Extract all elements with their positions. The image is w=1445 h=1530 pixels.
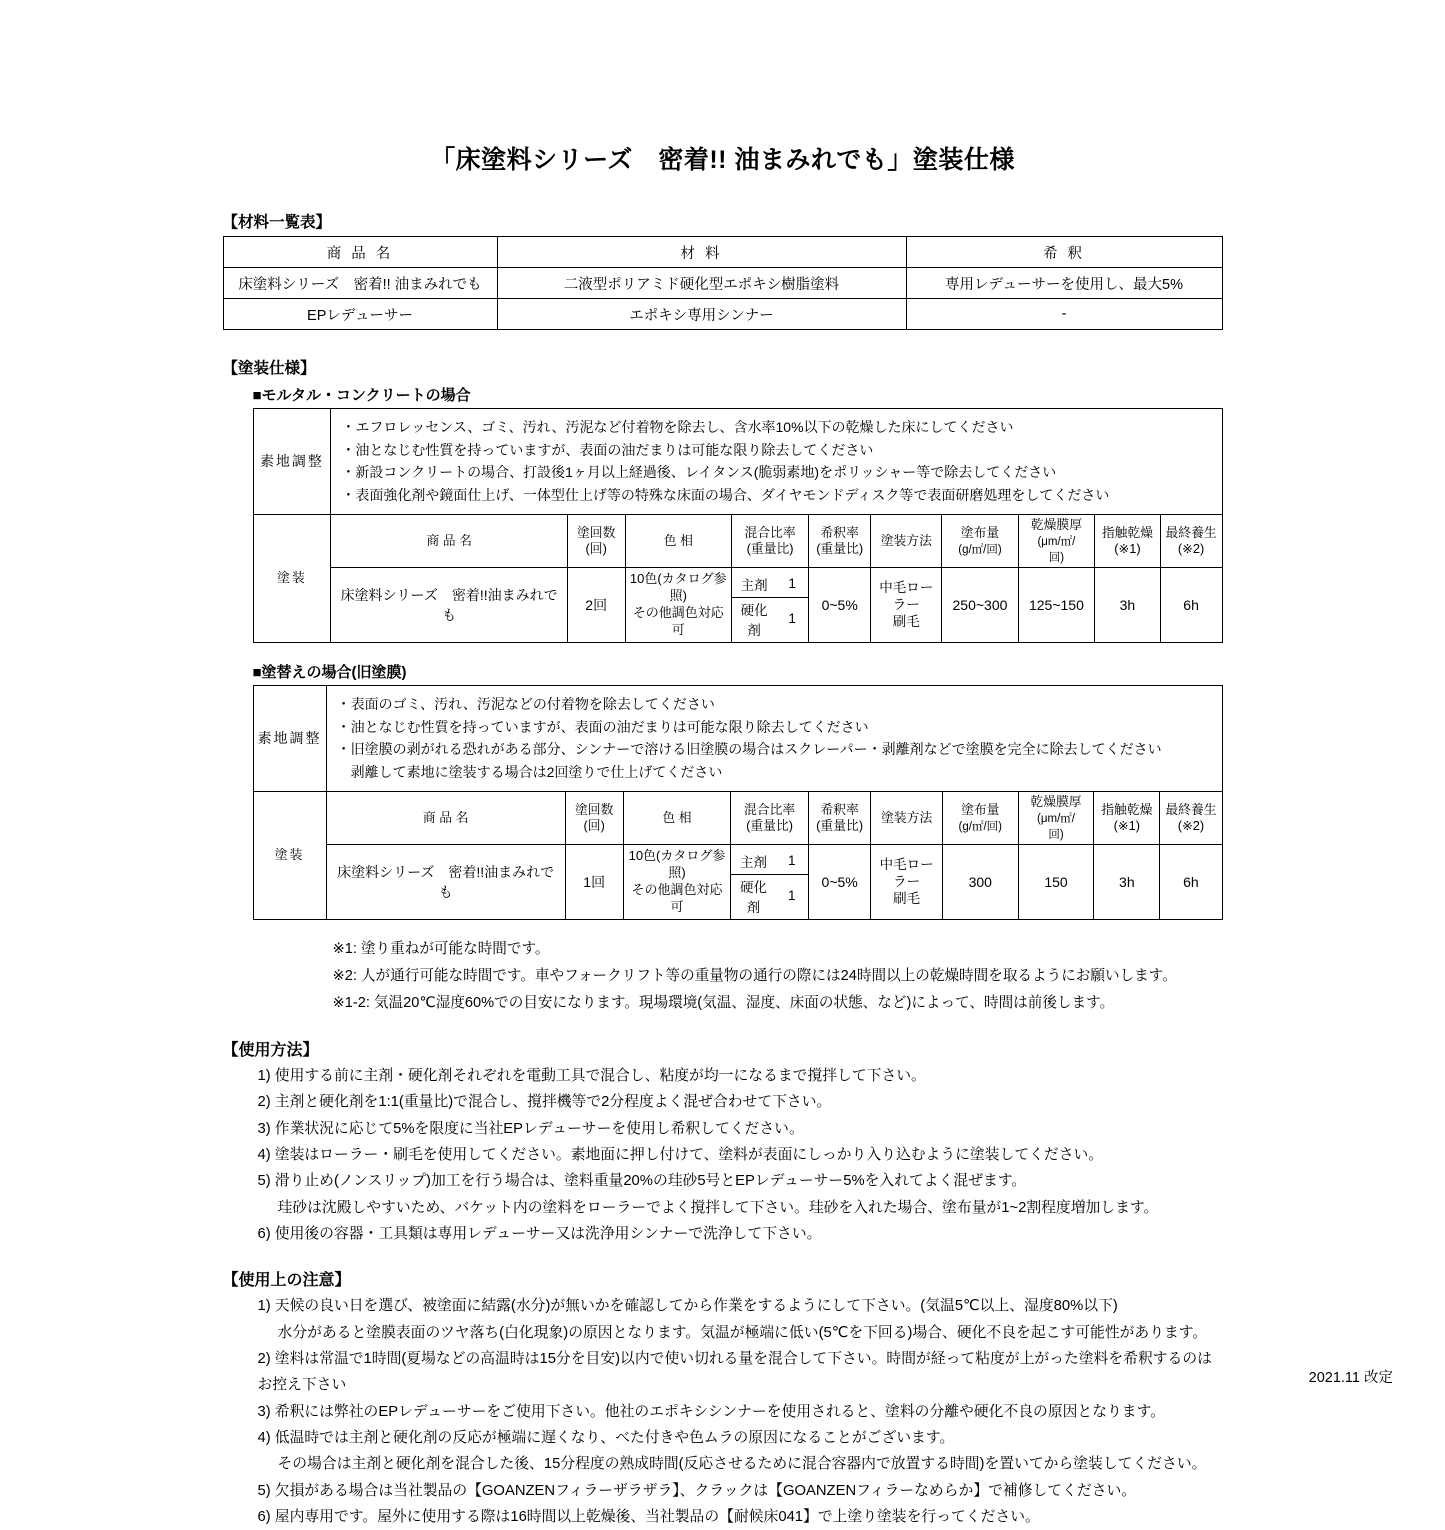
cell-thinning: - xyxy=(906,299,1222,330)
spec-heading: 【塗装仕様】 xyxy=(222,360,316,377)
prep-row xyxy=(253,409,1222,515)
paint-data-row xyxy=(253,568,1222,643)
document-content xyxy=(223,210,1223,1530)
spec-footnotes xyxy=(333,936,1223,1017)
spec-subheading-repaint: ■塗替えの場合(旧塗膜) xyxy=(252,663,407,681)
color-line-1: 10色(カタログ参照) xyxy=(628,848,726,881)
cell-touch-dry: 3h xyxy=(1094,845,1160,920)
prep-content xyxy=(326,685,1222,791)
prep-label: 素地調整 xyxy=(253,409,331,515)
method-line-1: 中毛ロー xyxy=(879,579,934,595)
list-item: 5) 滑り止め(ノンスリップ)加工を行う場合は、塗料重量20%の珪砂5号とEPレデューサー5%を入れてよく混ぜます。 xyxy=(257,1173,1027,1190)
cell-thinner: 0~5% xyxy=(809,568,871,643)
col-product: 商 品 名 xyxy=(331,514,567,568)
col-product: 商 品 名 xyxy=(326,791,565,845)
prep-line: ・表面のゴミ、汚れ、汚泥などの付着物を除去してください xyxy=(336,695,715,712)
method-line-1: 中毛ロー xyxy=(879,856,934,872)
mix-base-label: 主剤 xyxy=(732,571,776,598)
cell-product: EPレデューサー xyxy=(223,299,497,330)
list-item: 6) 屋内専用です。屋外に使用する際は16時間以上乾燥後、当社製品の【耐候床041】で上塗り塗装を行ってください。 xyxy=(257,1508,1040,1525)
page-title: 「床塗料シリーズ 密着!! 油まみれでも」塗装仕様 xyxy=(430,146,1015,174)
cell-film: 125~150 xyxy=(1018,568,1094,643)
mix-base-label: 主剤 xyxy=(731,848,775,875)
col-film: 乾燥膜厚 (μm/㎡/ 回) xyxy=(1018,514,1094,568)
list-item: 3) 作業状況に応じて5%を限度に当社EPレデューサーを使用し希釈してください。 xyxy=(257,1120,804,1137)
col-product: 商 品 名 xyxy=(223,237,497,268)
usage-list xyxy=(223,1063,1223,1247)
color-line-2: その他調色対応可 xyxy=(631,882,723,915)
spec-table-mortar xyxy=(253,408,1223,643)
usage-heading: 【使用方法】 xyxy=(222,1041,319,1059)
cell-color xyxy=(625,568,732,643)
paint-header-row xyxy=(253,514,1222,568)
col-color: 色 相 xyxy=(625,514,732,568)
col-thinning: 希 釈 xyxy=(906,237,1222,268)
col-color: 色 相 xyxy=(623,791,731,845)
usage-block xyxy=(223,1037,1223,1247)
caution-list xyxy=(223,1293,1223,1530)
prep-line: ・旧塗膜の剥がれる恐れがある部分、シンナーで溶ける旧塗膜の場合はスクレーパー・剥離剤などで塗膜を完全に除去してください xyxy=(336,741,1162,758)
materials-heading: 【材料一覧表】 xyxy=(222,214,332,231)
cell-material: エポキシ専用シンナー xyxy=(497,299,906,330)
caution-block xyxy=(223,1267,1223,1530)
paint-label: 塗装 xyxy=(253,514,331,642)
cell-mix xyxy=(732,568,809,643)
prep-line: ・表面強化剤や鏡面仕上げ、一体型仕上げ等の特殊な床面の場合、ダイヤモンドディスク等で表面研磨処理をしてください xyxy=(341,487,1110,504)
color-line-2: その他調色対応可 xyxy=(632,605,724,638)
materials-table xyxy=(223,236,1223,330)
prep-line: ・エフロレッセンス、ゴミ、汚れ、汚泥など付着物を除去し、含水率10%以下の乾燥した床にしてください xyxy=(341,419,1014,435)
cell-touch-dry: 3h xyxy=(1095,568,1161,643)
cell-color xyxy=(623,845,731,920)
table-row xyxy=(223,268,1222,299)
cell-method xyxy=(871,568,942,643)
cell-material: 二液型ポリアミド硬化型エポキシ樹脂塗料 xyxy=(497,268,906,299)
col-coats: 塗回数 (回) xyxy=(567,514,625,568)
list-item-sub: その場合は主剤と硬化剤を混合した後、15分程度の熟成時間(反応させるために混合容器内で放置する時間)を置いてから塗装してください。 xyxy=(277,1456,1207,1473)
table-row xyxy=(223,299,1222,330)
cell-thinner: 0~5% xyxy=(808,845,870,920)
method-line-3: 刷毛 xyxy=(893,890,921,906)
col-final-cure: 最終養生 (※2) xyxy=(1160,514,1222,568)
revision-date: 2021.11 改定 xyxy=(1308,1370,1393,1386)
footnote-2: ※2: 人が通行可能な時間です。車やフォークリフト等の重量物の通行の際には24時間以上の乾燥時間を取るようにお願いします。 xyxy=(332,967,1177,984)
method-line-3: 刷毛 xyxy=(892,613,920,629)
caution-heading: 【使用上の注意】 xyxy=(222,1272,351,1290)
cell-product: 床塗料シリーズ 密着!!油まみれでも xyxy=(331,568,567,643)
list-item: 1) 天候の良い日を選び、被塗面に結露(水分)が無いかを確認してから作業をするようにして下さい。(気温5℃以上、湿度80%以下) xyxy=(257,1298,1118,1315)
cell-coats: 1回 xyxy=(565,845,623,920)
col-mix: 混合比率 (重量比) xyxy=(732,514,809,568)
list-item: 5) 欠損がある場合は当社製品の【GOANZENフィラーザラザラ】、クラックは【GOANZENフィラーなめらか】で補修してください。 xyxy=(257,1482,1137,1499)
col-spread: 塗布量 (g/㎡/回) xyxy=(942,514,1018,568)
prep-line: ・油となじむ性質を持っていますが、表面の油だまりは可能な限り除去してください xyxy=(336,718,869,735)
mix-hardener-value: 1 xyxy=(788,888,796,904)
color-line-1: 10色(カタログ参照) xyxy=(629,571,727,604)
col-thinner: 希釈率 (重量比) xyxy=(808,791,870,845)
col-method: 塗装方法 xyxy=(871,791,943,845)
spec-table-repaint xyxy=(253,685,1223,920)
cell-method xyxy=(871,845,943,920)
mix-hardener-label: 硬化剤 xyxy=(740,879,767,915)
footnote-3: ※1-2: 気温20℃湿度60%での目安になります。現場環境(気温、湿度、床面の状態、など)によって、時間は前後します。 xyxy=(332,994,1115,1011)
cell-final-cure: 6h xyxy=(1160,845,1222,920)
method-line-2: ラー xyxy=(893,873,921,889)
cell-spread: 250~300 xyxy=(942,568,1018,643)
cell-mix xyxy=(731,845,809,920)
col-final-cure: 最終養生 (※2) xyxy=(1160,791,1222,845)
col-method: 塗装方法 xyxy=(871,514,942,568)
col-film: 乾燥膜厚 (μm/㎡/ 回) xyxy=(1018,791,1094,845)
mix-hardener-label: 硬化剤 xyxy=(740,602,768,638)
list-item: 4) 低温時では主剤と硬化剤の反応が極端に遅くなり、べた付きや色ムラの原因になることがございます。 xyxy=(257,1429,955,1446)
paint-data-row xyxy=(253,845,1222,920)
list-item-sub: 珪砂は沈殿しやすいため、バケット内の塗料をローラーでよく撹拌して下さい。珪砂を入れた場合、塗布量が1~2割程度増加します。 xyxy=(277,1199,1159,1216)
col-material: 材 料 xyxy=(497,237,906,268)
prep-row xyxy=(253,685,1222,791)
paint-label: 塗装 xyxy=(253,791,326,919)
col-thinner: 希釈率 (重量比) xyxy=(809,514,871,568)
list-item: 3) 希釈には弊社のEPレデューサーをご使用下さい。他社のエポキシシンナーを使用されると、塗料の分離や硬化不良の原因となります。 xyxy=(257,1403,1166,1420)
cell-final-cure: 6h xyxy=(1160,568,1222,643)
cell-film: 150 xyxy=(1018,845,1094,920)
list-item: 2) 主剤と硬化剤を1:1(重量比)で混合し、撹拌機等で2分程度よく混ぜ合わせて下さい。 xyxy=(257,1094,832,1111)
cell-spread: 300 xyxy=(942,845,1018,920)
method-line-2: ラー xyxy=(892,596,920,612)
list-item: 1) 使用する前に主剤・硬化剤それぞれを電動工具で混合し、粘度が均一になるまで撹拌して下さい。 xyxy=(257,1067,926,1084)
prep-content xyxy=(331,409,1222,515)
cell-coats: 2回 xyxy=(567,568,625,643)
col-spread: 塗布量 (g/㎡/回) xyxy=(942,791,1018,845)
col-touch-dry: 指触乾燥 (※1) xyxy=(1094,791,1160,845)
list-item: 6) 使用後の容器・工具類は専用レデューサー又は洗浄用シンナーで洗浄して下さい。 xyxy=(257,1225,822,1242)
mix-hardener-value: 1 xyxy=(788,611,796,627)
prep-line: ・新設コンクリートの場合、打設後1ヶ月以上経過後、レイタンス(脆弱素地)をポリッシャー等で除去してください xyxy=(341,464,1057,481)
prep-line: 剥離して素地に塗装する場合は2回塗りで仕上げてください xyxy=(336,764,723,780)
col-coats: 塗回数 (回) xyxy=(565,791,623,845)
prep-label: 素地調整 xyxy=(253,685,326,791)
prep-line: ・油となじむ性質を持っていますが、表面の油だまりは可能な限り除去してください xyxy=(341,441,874,458)
paint-header-row xyxy=(253,791,1222,845)
cell-thinning: 専用レデューサーを使用し、最大5% xyxy=(906,268,1222,299)
col-mix: 混合比率 (重量比) xyxy=(731,791,809,845)
mix-base-value: 1 xyxy=(776,848,808,875)
footnote-1: ※1: 塗り重ねが可能な時間です。 xyxy=(332,940,550,957)
cell-product: 床塗料シリーズ 密着!! 油まみれでも xyxy=(223,268,497,299)
spec-subheading-mortar: ■モルタル・コンクリートの場合 xyxy=(252,387,471,404)
table-header-row xyxy=(223,237,1222,268)
cell-product: 床塗料シリーズ 密着!!油まみれでも xyxy=(326,845,565,920)
col-touch-dry: 指触乾燥 (※1) xyxy=(1095,514,1161,568)
list-item: 2) 塗料は常温で1時間(夏場などの高温時は15分を目安)以内で使い切れる量を混合して下さい。時間が経って粘度が上がった塗料を希釈するのはお控え下さい xyxy=(257,1350,1212,1394)
mix-base-value: 1 xyxy=(776,571,808,598)
list-item: 4) 塗装はローラー・刷毛を使用してください。素地面に押し付けて、塗料が表面にしっかり入り込むように塗装してください。 xyxy=(257,1146,1104,1163)
list-item-sub: 水分があると塗膜表面のツヤ落ち(白化現象)の原因となります。気温が極端に低い(5℃を下回る)場合、硬化不良を起こす可能性があります。 xyxy=(277,1324,1208,1341)
